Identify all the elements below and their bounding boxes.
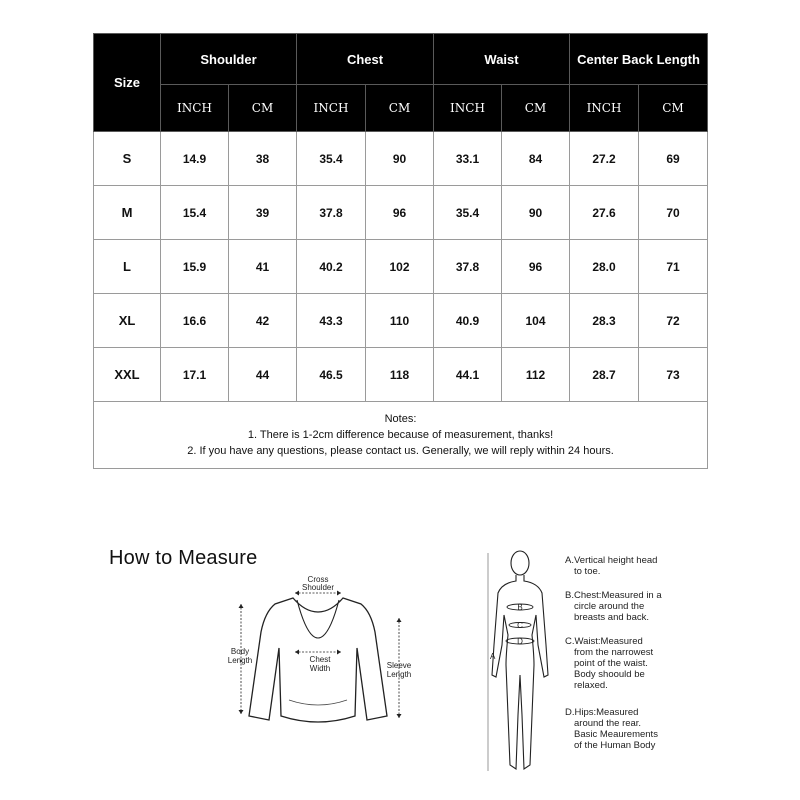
legend-line: from the narrowest: [574, 647, 654, 658]
chest-width-label: Width: [309, 664, 331, 673]
legend-item-b: [565, 590, 705, 623]
legend-line: Chest:Measured in a: [573, 590, 662, 601]
cross-shoulder-label: Shoulder: [301, 583, 335, 592]
legend-lead: D.: [565, 707, 575, 718]
legend-line: of the Human Body: [574, 740, 656, 751]
table-cell: 28.0: [570, 240, 639, 294]
note-line: 2. If you have any questions, please contact us. Generally, we will reply within 24 hours.: [187, 445, 614, 457]
center-back-length-header: Center Back Length: [570, 34, 708, 85]
table-cell: 33.1: [434, 132, 502, 186]
legend-line: to toe.: [574, 566, 601, 577]
size-label: XL: [94, 294, 161, 348]
table-row: [94, 186, 708, 240]
table-cell: 27.6: [570, 186, 639, 240]
table-cell: 17.1: [161, 348, 229, 402]
table-cell: 90: [366, 132, 434, 186]
table-cell: 73: [639, 348, 708, 402]
chest-header: Chest: [297, 34, 434, 85]
table-cell: 16.6: [161, 294, 229, 348]
table-cell: 40.9: [434, 294, 502, 348]
note-line: 1. There is 1-2cm difference because of measurement, thanks!: [247, 429, 554, 441]
legend-item-c: [565, 636, 705, 691]
legend-lead: B.: [565, 590, 574, 601]
legend-lead: A.: [565, 555, 574, 566]
body-length-label: Body: [230, 647, 250, 656]
unit-inch-header: INCH: [161, 85, 229, 132]
body-measurement-diagram: [480, 545, 560, 785]
table-cell: 96: [366, 186, 434, 240]
table-row: [94, 348, 708, 402]
marker-d-label: D: [517, 637, 523, 646]
marker-a-label: A: [490, 652, 496, 661]
table-cell: 104: [502, 294, 570, 348]
table-cell: 28.3: [570, 294, 639, 348]
marker-b-label: B: [517, 603, 523, 612]
legend-line: Waist:Measured: [574, 636, 643, 647]
table-cell: 41: [229, 240, 297, 294]
size-chart-table: [93, 33, 708, 469]
table-cell: 70: [639, 186, 708, 240]
garment-measurement-diagram: [215, 568, 420, 738]
legend-item-a: [565, 555, 705, 577]
sweater-hem-icon: [289, 700, 347, 705]
size-label: L: [94, 240, 161, 294]
table-cell: 37.8: [434, 240, 502, 294]
table-cell: 110: [366, 294, 434, 348]
table-cell: 44.1: [434, 348, 502, 402]
chest-width-label: Chest: [309, 655, 331, 664]
head-icon: [511, 551, 529, 575]
table-cell: 15.9: [161, 240, 229, 294]
legend-line: around the rear.: [574, 718, 642, 729]
legend-line: relaxed.: [574, 680, 608, 691]
legend-line: circle around the: [574, 601, 645, 612]
sweater-neckline-icon: [297, 600, 339, 638]
table-cell: 38: [229, 132, 297, 186]
legend-item-d: [565, 707, 705, 751]
table-cell: 37.8: [297, 186, 366, 240]
size-label: S: [94, 132, 161, 186]
table-row: [94, 294, 708, 348]
unit-inch-header: INCH: [570, 85, 639, 132]
legend-line: point of the waist.: [574, 658, 648, 669]
size-header: Size: [94, 34, 161, 132]
table-cell: 15.4: [161, 186, 229, 240]
table-cell: 40.2: [297, 240, 366, 294]
table-cell: 39: [229, 186, 297, 240]
legend-line: Vertical height head: [573, 555, 658, 566]
table-cell: 27.2: [570, 132, 639, 186]
size-label: M: [94, 186, 161, 240]
unit-cm-header: CM: [229, 85, 297, 132]
table-cell: 42: [229, 294, 297, 348]
unit-inch-header: INCH: [434, 85, 502, 132]
table-cell: 84: [502, 132, 570, 186]
table-cell: 28.7: [570, 348, 639, 402]
table-cell: 46.5: [297, 348, 366, 402]
legend-line: Basic Meaurements: [574, 729, 658, 740]
cross-shoulder-label: Cross: [307, 575, 329, 584]
unit-inch-header: INCH: [297, 85, 366, 132]
notes-cell: [94, 402, 708, 469]
waist-header: Waist: [434, 34, 570, 85]
legend-line: Hips:Measured: [574, 707, 639, 718]
table-cell: 112: [502, 348, 570, 402]
table-cell: 90: [502, 186, 570, 240]
table-row: [94, 240, 708, 294]
shoulder-header: Shoulder: [161, 34, 297, 85]
legend-line: breasts and back.: [574, 612, 649, 623]
legend-line: Body shoould be: [574, 669, 645, 680]
size-label: XXL: [94, 348, 161, 402]
table-cell: 72: [639, 294, 708, 348]
table-cell: 71: [639, 240, 708, 294]
table-cell: 43.3: [297, 294, 366, 348]
marker-c-label: C: [517, 621, 523, 630]
table-cell: 102: [366, 240, 434, 294]
notes-row: [94, 402, 708, 469]
unit-cm-header: CM: [639, 85, 708, 132]
table-cell: 96: [502, 240, 570, 294]
table-cell: 35.4: [297, 132, 366, 186]
body-length-label: Length: [227, 656, 253, 665]
sleeve-length-label: Sleeve: [386, 661, 412, 670]
table-cell: 118: [366, 348, 434, 402]
how-to-measure-title: How to Measure: [109, 547, 258, 569]
table-cell: 44: [229, 348, 297, 402]
table-cell: 69: [639, 132, 708, 186]
sleeve-length-label: Length: [386, 670, 412, 679]
notes-title: Notes:: [384, 413, 417, 425]
legend-lead: C.: [565, 636, 575, 647]
table-cell: 14.9: [161, 132, 229, 186]
table-cell: 35.4: [434, 186, 502, 240]
unit-cm-header: CM: [502, 85, 570, 132]
unit-cm-header: CM: [366, 85, 434, 132]
table-row: [94, 132, 708, 186]
